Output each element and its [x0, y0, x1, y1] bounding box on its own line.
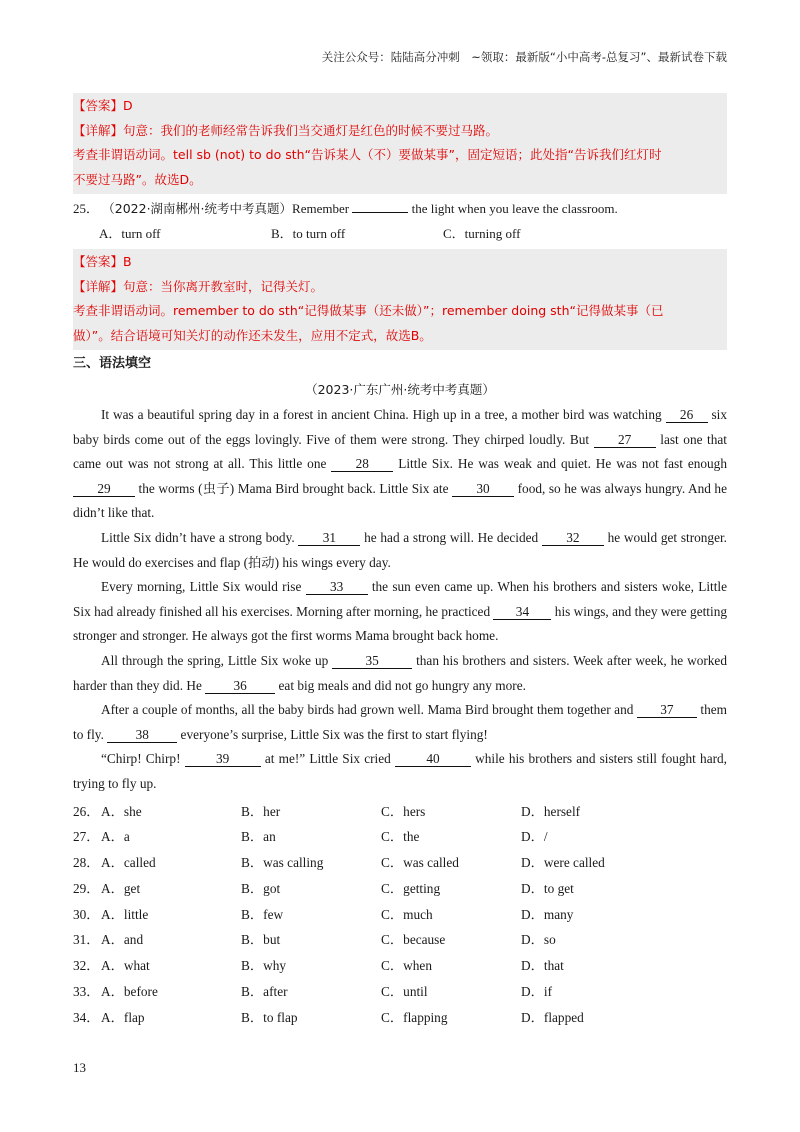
blank-35: 35	[332, 653, 412, 669]
blank-33: 33	[306, 579, 368, 595]
blank-29: 29	[73, 481, 135, 497]
options-list	[73, 799, 727, 1031]
options-row-30: 30． A．little B．few C．much D．many	[73, 906, 574, 922]
options-row-29: 29． A．get B．got C．getting D．to get	[73, 880, 574, 896]
options-row-27: 27． A．a B．an C．the D．/	[73, 829, 548, 845]
option-a: A．turn off	[99, 226, 161, 241]
passage-paragraph-2: Little Six didn’t have a strong body. 31 he had a strong will. He decided 32 he would get stronger. He would do exercises and flap (拍动) his wings every day.	[73, 529, 727, 570]
options-row-31: 31． A．and B．but C．because D．so	[73, 932, 556, 948]
answer-explanation-cont: 不要过马路”。故选D。	[73, 171, 202, 187]
options-row-33: 33． A．before B．after C．until D．if	[73, 984, 553, 1000]
question-source: （2022·湖南郴州·统考中考真题）	[102, 201, 293, 216]
blank-26: 26	[666, 407, 708, 423]
options-row-26: 26． A．she B．her C．hers D．herself	[73, 803, 581, 819]
blank-32: 32	[542, 530, 604, 546]
passage-paragraph-6: “Chirp! Chirp! 39 at me!” Little Six cried 40 while his brothers and sisters still fought hard, trying to fly up.	[73, 751, 727, 791]
blank-36: 36	[205, 678, 275, 694]
answer-explanation-cont: 做）”。结合语境可知关灯的动作还未发生，应用不定式，故选B。	[73, 327, 432, 343]
passage-source: （2023·广东广州·统考中考真题）	[305, 382, 495, 397]
question-stem-before: Remember	[292, 201, 353, 216]
answer-explanation: 考查非谓语动词。remember to do sth“记得做某事（还未做）”；remember doing sth“记得做某事（已	[73, 303, 664, 318]
blank-34: 34	[493, 604, 551, 620]
answer-label: 【答案】B	[73, 254, 132, 269]
answer-explanation: 考查非谓语动词。tell sb (not) to do sth“告诉某人（不）要做某事”，固定短语；此处指“告诉我们红灯时	[73, 147, 662, 162]
blank-37: 37	[637, 702, 697, 718]
option-c: C．turning off	[443, 226, 521, 241]
answer-box-q24	[73, 93, 727, 194]
blank-39: 39	[185, 751, 261, 767]
question-number: 25．	[73, 201, 100, 216]
blank-31: 31	[298, 530, 360, 546]
blank-27: 27	[594, 432, 656, 448]
option-b: B．to turn off	[271, 226, 346, 241]
blank-28: 28	[331, 456, 393, 472]
document-content	[73, 93, 727, 1031]
question-25	[73, 196, 727, 221]
page-number: 13	[73, 1060, 86, 1075]
answer-detail: 【详解】句意：当你离开教室时，记得关灯。	[73, 278, 324, 294]
passage-paragraph-4: All through the spring, Little Six woke up 35 than his brothers and sisters. Week after week, he worked harder than they did. He 36 eat big meals and did not go hungry any more.	[73, 652, 727, 693]
options-row-28: 28． A．called B．was calling C．was called D．were called	[73, 855, 605, 871]
answer-blank	[352, 198, 408, 213]
blank-40: 40	[395, 751, 471, 767]
answer-detail: 【详解】句意：我们的老师经常告诉我们当交通灯是红色的时候不要过马路。	[73, 122, 499, 138]
section-title: 三、语法填空	[73, 356, 152, 371]
question-25-options	[73, 221, 727, 246]
options-row-34: 34． A．flap B．to flap C．flapping D．flapped	[73, 1009, 584, 1025]
page-header: 关注公众号：陆陆高分冲刺 ~领取：最新版“小中高考-总复习”、最新试卷下载	[321, 50, 727, 64]
answer-label: 【答案】D	[73, 98, 133, 113]
answer-box-q25	[73, 249, 727, 350]
blank-38: 38	[107, 727, 177, 743]
question-stem-after: the light when you leave the classroom.	[408, 201, 618, 216]
blank-30: 30	[452, 481, 514, 497]
passage-paragraph-3: Every morning, Little Six would rise 33 the sun even came up. When his brothers and sisters woke, Little Six had already finished all his exercises. Morning after morning, he practiced 34 his wings, and they were getting stronger and stronger. He always got the first worms Mama brought back home.	[73, 579, 727, 644]
options-row-32: 32． A．what B．why C．when D．that	[73, 958, 564, 974]
passage-paragraph-1: It was a beautiful spring day in a forest in ancient China. High up in a tree, a mother bird was watching 26 six baby birds come out of the eggs lovingly. Five of them were strong. They chirped loudly. But 27 last one that came out was not strong at all. This little one 28 Little Six. He was weak and quiet. He was not fast enough 29 the worms (虫子) Mama Bird brought back. Little Six ate 30 food, so he was always hungry. And he didn’t like that.	[73, 407, 728, 521]
passage-paragraph-5: After a couple of months, all the baby birds had grown well. Mama Bird brought them together and 37 them to fly. 38 everyone’s surprise, Little Six was the first to start flying!	[73, 702, 727, 742]
